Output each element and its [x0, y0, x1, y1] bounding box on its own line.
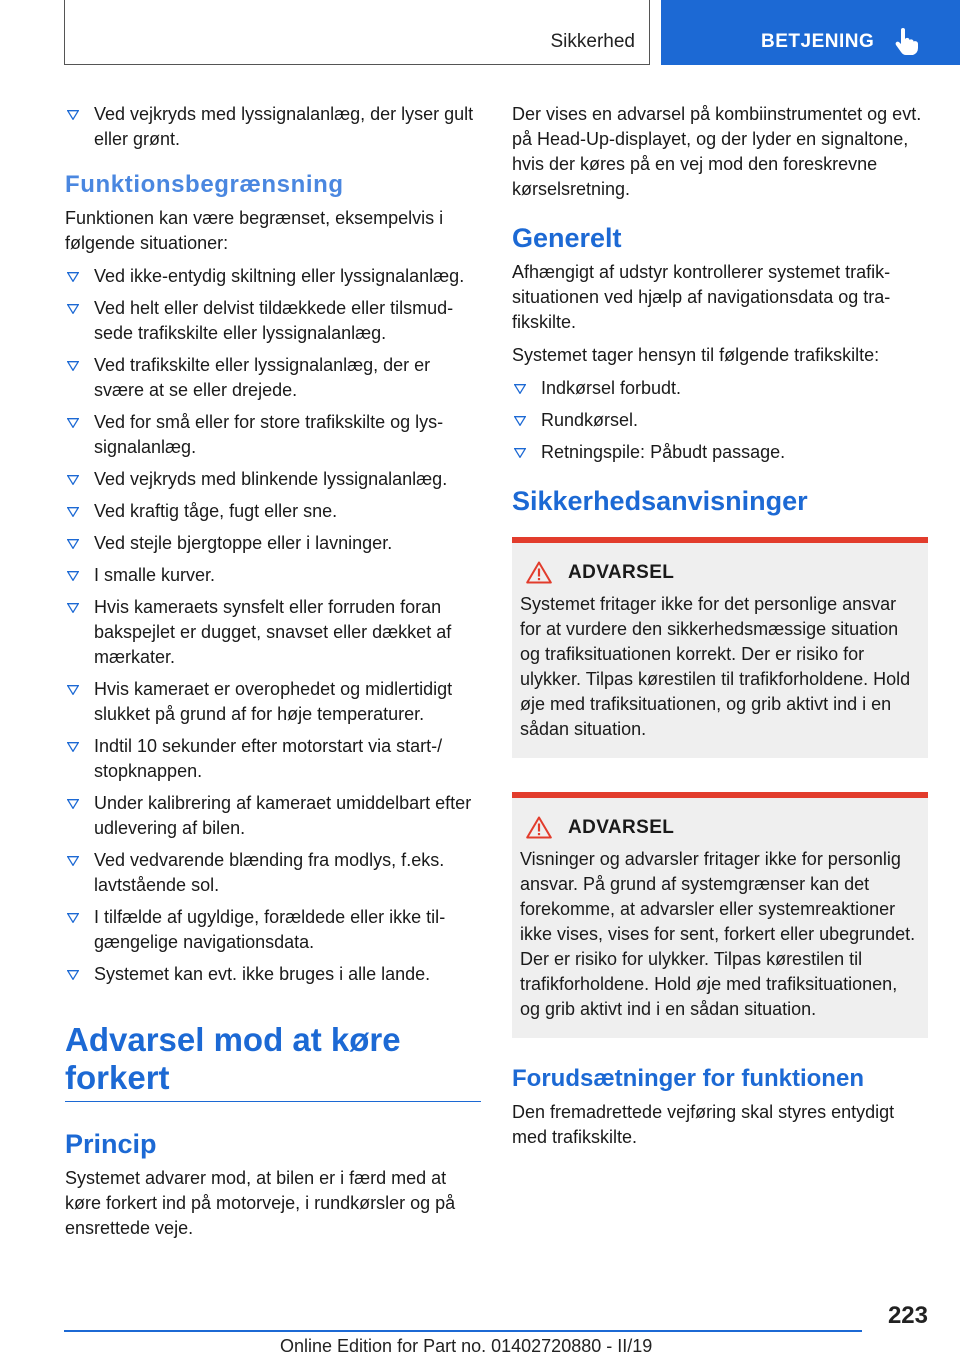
triangle-bullet-icon	[67, 799, 79, 809]
triangle-bullet-icon	[67, 475, 79, 485]
warning-title-row	[520, 561, 920, 584]
header-section-title: Sikkerhed	[550, 31, 635, 52]
princip-text: Systemet advarer mod, at bilen er i færd med at køre forkert ind på motorveje, i rundkørsler og på ensrettede veje.	[65, 1168, 456, 1238]
chapter-title: Advarsel mod at køre forkert	[65, 1021, 481, 1102]
triangle-bullet-icon	[67, 539, 79, 549]
list-item: Hvis kameraet er overophedet og midlertidigt slukket på grund af for høje temperaturer.	[65, 677, 481, 727]
safety-heading: Sikkerhedsanvisninger	[512, 486, 808, 516]
warning-text: Systemet fritager ikke for det personlige ansvar for at vurdere den sikkerhedsmæssige situation og trafiksituationen korrekt. Der er risiko for ulykker. Tilpas kørestilen til trafikforholdene. Hold øje med trafiksituationen, og grib aktivt ind i en sådan situation.	[520, 594, 911, 739]
list-item: I tilfælde af ugyldige, forældede eller ikke tilgængelige navigationsdata.	[65, 905, 481, 955]
limit-heading: Funktionsbegrænsning	[65, 171, 344, 198]
list-item: Under kalibrering af kameraet umiddelbart efter udlevering af bilen.	[65, 791, 481, 841]
list-item: Rundkørsel.	[512, 408, 928, 433]
list-item: Ved for små eller for store trafikskilte og lyssignalanlæg.	[65, 410, 481, 460]
triangle-bullet-icon	[67, 272, 79, 282]
list-item: Ved vedvarende blænding fra modlys, f.eks. lavtstående sol.	[65, 848, 481, 898]
triangle-bullet-icon	[67, 603, 79, 613]
triangle-bullet-icon	[67, 571, 79, 581]
list-item: Ved helt eller delvist tildækkede eller tilsmudsede trafikskilte eller lyssignalanlæg.	[65, 296, 481, 346]
list-item: Retningspile: Påbudt passage.	[512, 440, 928, 465]
triangle-bullet-icon	[67, 742, 79, 752]
triangle-bullet-icon	[67, 304, 79, 314]
prereq-text: Den fremadrettede vejføring skal styres entydigt med trafikskilte.	[512, 1102, 895, 1147]
triangle-bullet-icon	[67, 913, 79, 923]
general-text: Afhængigt af udstyr kontrollerer systemet trafiksituationen ved hjælp af navigationsdata og trafikskilte.	[512, 262, 891, 332]
warning-title: ADVARSEL	[568, 561, 675, 583]
triangle-bullet-icon	[67, 110, 79, 120]
warning-text: Visninger og advarsler fritager ikke for personlig ansvar. På grund af systemgrænser kan det forekomme, at advarsler eller systemreaktioner ikke vises, vises for sent, forkert eller ubegrundet. Der er risiko for ulykker. Tilpas kørestilen til trafikforholdene. Hold øje med trafiksituationen, og grib aktivt ind i en sådan situation.	[520, 849, 916, 1019]
triangle-bullet-icon	[514, 384, 526, 394]
list-item: Ved trafikskilte eller lyssignalanlæg, der er svære at se eller drejede.	[65, 353, 481, 403]
header-chapter-tab[interactable]	[661, 0, 960, 65]
warning-box-1	[512, 537, 928, 758]
triangle-bullet-icon	[67, 418, 79, 428]
triangle-bullet-icon	[514, 448, 526, 458]
triangle-bullet-icon	[67, 970, 79, 980]
warning-title: ADVARSEL	[568, 816, 675, 838]
list-item: Indtil 10 sekunder efter motorstart via start-/ stopknappen.	[65, 734, 481, 784]
list-item: Indkørsel forbudt.	[512, 376, 928, 401]
list-item: Ved vejkryds med lyssignalanlæg, der lyser gult eller grønt.	[65, 102, 481, 152]
warning-title-row	[520, 816, 920, 839]
triangle-bullet-icon	[67, 685, 79, 695]
right-column	[512, 102, 928, 1158]
hand-pointer-icon	[894, 28, 920, 56]
list-item: I smalle kurver.	[65, 563, 481, 588]
list-item: Systemet kan evt. ikke bruges i alle lande.	[65, 962, 481, 987]
left-column	[65, 102, 481, 1249]
list-item: Ved ikke-entydig skiltning eller lyssignalanlæg.	[65, 264, 481, 289]
warning-box-2	[512, 792, 928, 1038]
list-item: Ved kraftig tåge, fugt eller sne.	[65, 499, 481, 524]
header-chapter-label: BETJENING	[761, 31, 875, 52]
intro-bullet-list	[65, 102, 481, 152]
footer-edition: Online Edition for Part no. 01402720880 - II/19	[280, 1336, 653, 1356]
list-item: Ved stejle bjergtoppe eller i lavninger.	[65, 531, 481, 556]
signs-bullet-list	[512, 376, 928, 465]
list-item: Hvis kameraets synsfelt eller forruden foran bakspejlet er dugget, snavset eller dækket af mærkater.	[65, 595, 481, 670]
limit-text: Funktionen kan være begrænset, eksempelvis i følgende situationer:	[65, 208, 444, 253]
header-section-box	[64, 0, 650, 65]
triangle-bullet-icon	[67, 507, 79, 517]
triangle-bullet-icon	[67, 361, 79, 371]
warning-triangle-icon	[526, 816, 552, 839]
triangle-bullet-icon	[67, 856, 79, 866]
page-number: 223	[887, 1302, 928, 1329]
warning-triangle-icon	[526, 561, 552, 584]
signs-text: Systemet tager hensyn til følgende trafikskilte:	[512, 345, 880, 365]
general-heading: Generelt	[512, 223, 622, 253]
princip-heading: Princip	[65, 1129, 157, 1159]
limit-bullet-list	[65, 264, 481, 987]
list-item: Ved vejkryds med blinkende lyssignalanlæg.	[65, 467, 481, 492]
triangle-bullet-icon	[514, 416, 526, 426]
footer-divider	[64, 1330, 862, 1332]
intro-text: Der vises en advarsel på kombiinstrumentet og evt. på Head-Up-displayet, og der lyder en signaltone, hvis der køres på en vej mod den foreskrevne kørselsretning.	[512, 104, 922, 199]
prereq-heading: Forudsætninger for funktionen	[512, 1065, 864, 1092]
